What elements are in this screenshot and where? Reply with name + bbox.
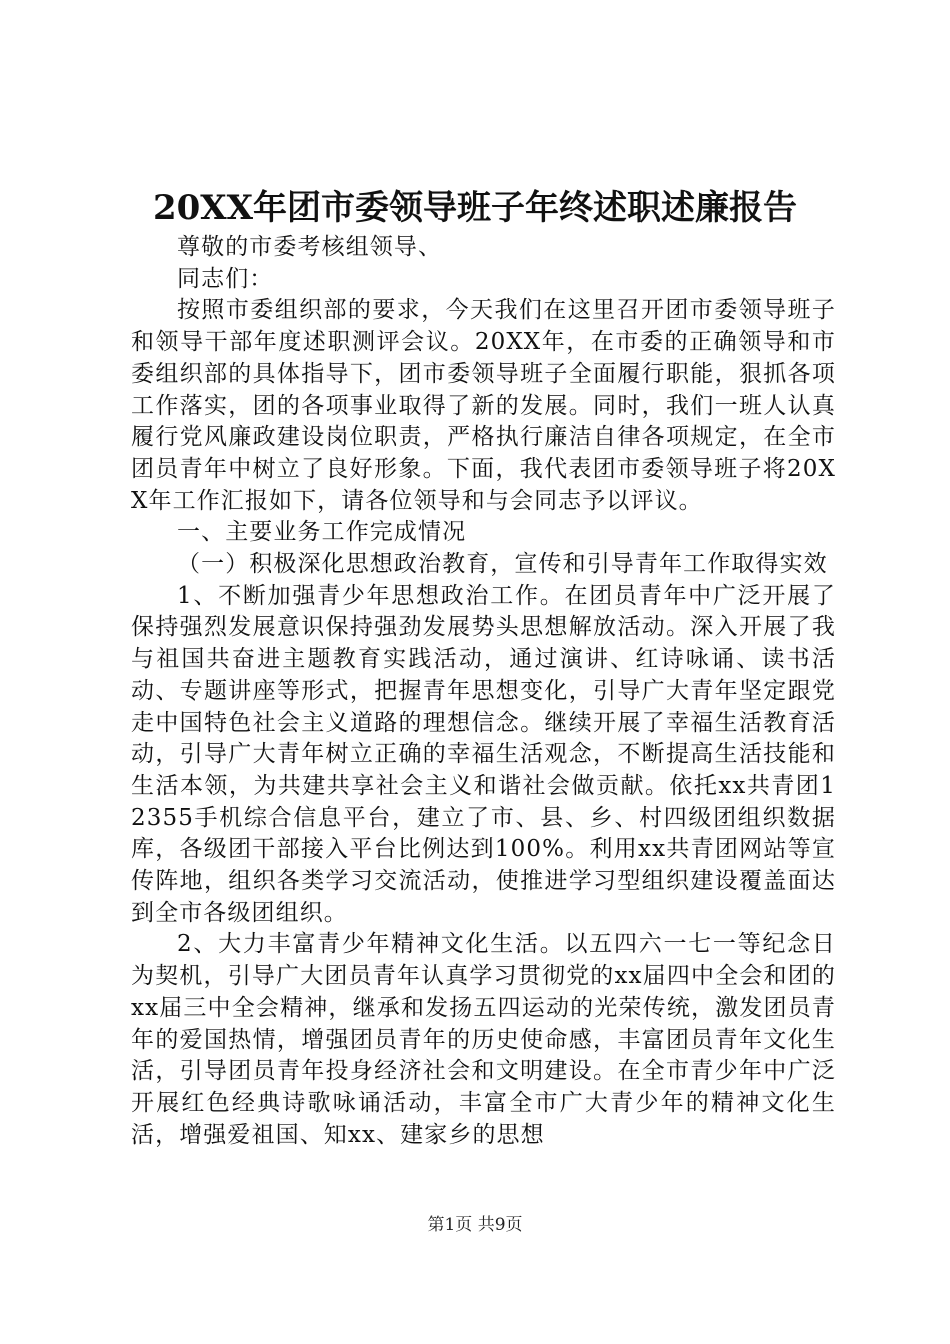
subsection-heading: （一）积极深化思想政治教育，宣传和引导青年工作取得实效 [177, 551, 828, 578]
salutation-line: 尊敬的市委考核组领导、 [177, 234, 443, 260]
salutation-line: 同志们： [177, 265, 274, 292]
section-heading: 一、主要业务工作完成情况 [177, 519, 467, 546]
document-title: 20XX年团市委领导班子年终述职述廉报告 [152, 188, 798, 228]
body-paragraph: 1、不断加强青少年思想政治工作。在团员青年中广泛开展了保持强烈发展意识保持强劲发展势头思想解放活动。深入开展了我与祖国共奋进主题教育实践活动，通过演讲、红诗咏诵、读书活动、专题讲座等形式，把握青年思想变化，引导广大青年坚定跟党走中国特色社会主义道路的理想信念。继续开展了幸福生活教育活动，引导广大青年树立正确的幸福生活观念，不断提高生活技能和生活本领，为共建共享社会主义和谐社会做贡献。依托xx共青团12355手机综合信息平台，建立了市、县、乡、村四级团组织数据库，各级团干部接入平台比例达到100%。利用xx共青团网站等宣传阵地，组织各类学习交流活动，使推进学习型组织建设覆盖面达到全市各级团组织。 [131, 582, 836, 926]
document-body [131, 232, 836, 1151]
body-paragraph: 按照市委组织部的要求，今天我们在这里召开团市委领导班子和领导干部年度述职测评会议。20XX年，在市委的正确领导和市委组织部的具体指导下，团市委领导班子全面履行职能，狠抓各项工作落实，团的各项事业取得了新的发展。同时，我们一班人认真履行党风廉政建设岗位职责，严格执行廉洁自律各项规定，在全市团员青年中树立了良好形象。下面，我代表团市委领导班子将20XX年工作汇报如下，请各位领导和与会同志予以评议。 [131, 297, 836, 514]
page-number-footer: 第1页 共9页 [427, 1215, 523, 1235]
body-paragraph: 2、大力丰富青少年精神文化生活。以五四六一七一等纪念日为契机，引导广大团员青年认真学习贯彻党的xx届四中全会和团的xx届三中全会精神，继承和发扬五四运动的光荣传统，激发团员青年的爱国热情，增强团员青年的历史使命感，丰富团员青年文化生活，引导团员青年投身经济社会和文明建设。在全市青少年中广泛开展红色经典诗歌咏诵活动，丰富全市广大青少年的精神文化生活，增强爱祖国、知xx、建家乡的思想 [131, 931, 836, 1148]
